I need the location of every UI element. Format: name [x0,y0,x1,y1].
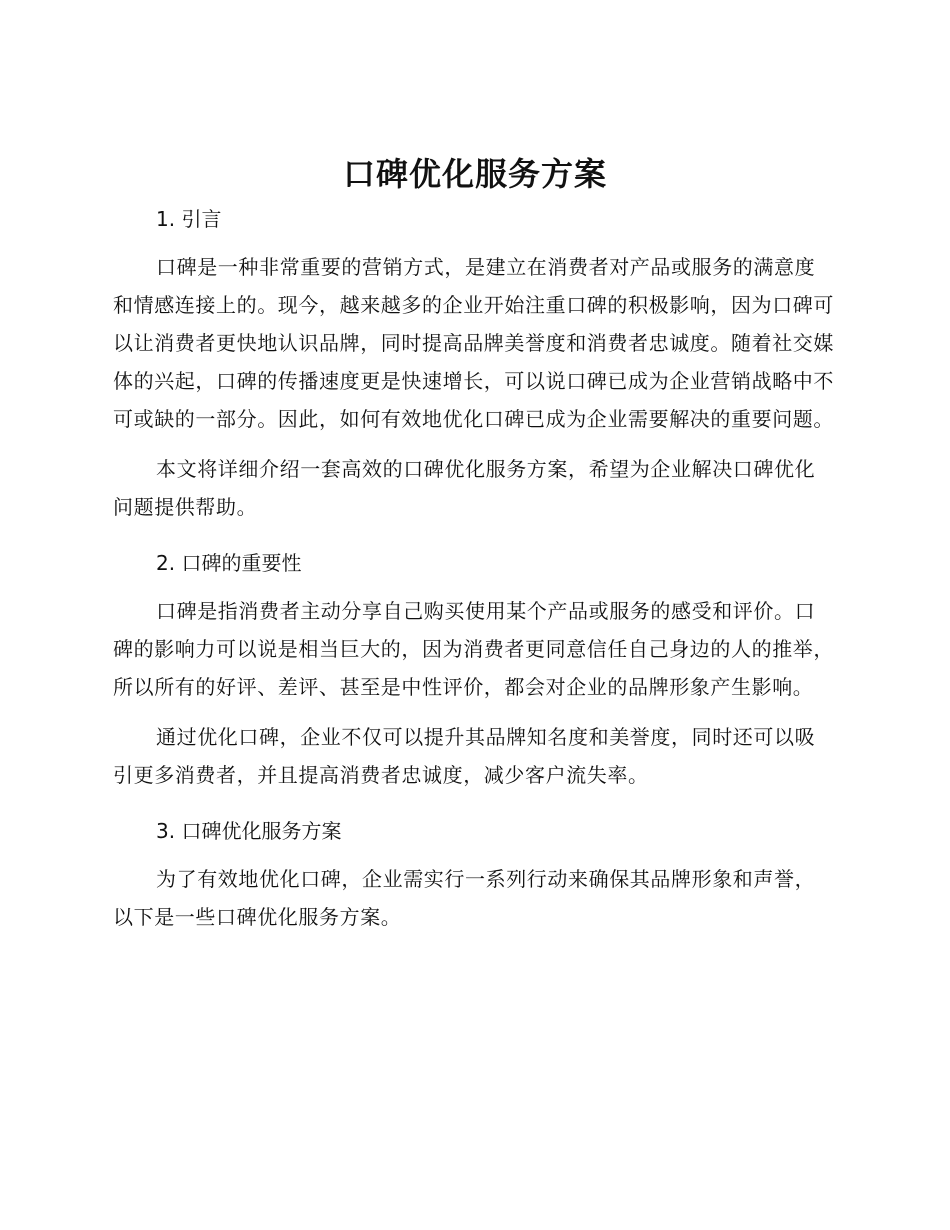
section-heading-service-plan: 3. 口碑优化服务方案 [156,819,342,843]
document-title: 口碑优化服务方案 [342,155,607,193]
section-heading-importance: 2. 口碑的重要性 [156,551,302,575]
section-2-paragraph-2: 通过优化口碑，企业不仅可以提升其品牌知名度和美誉度，同时还可以吸引更多消费者，并且提高消费者忠诚度，减少客户流失率。 [113,725,816,787]
section-heading-introduction: 1. 引言 [156,207,222,231]
section-2-paragraph-1: 口碑是指消费者主动分享自己购买使用某个产品或服务的感受和评价。口碑的影响力可以说是相当巨大的，因为消费者更同意信任自己身边的人的推举，所以所有的好评、差评、甚至是中性评价，都会对企业的品牌形象产生影响。 [113,599,834,699]
section-1-paragraph-2: 本文将详细介绍一套高效的口碑优化服务方案，希望为企业解决口碑优化问题提供帮助。 [113,457,816,519]
section-3-paragraph-1: 为了有效地优化口碑，企业需实行一系列行动来确保其品牌形象和声誉，以下是一些口碑优化服务方案。 [113,867,816,929]
section-1-paragraph-1: 口碑是一种非常重要的营销方式，是建立在消费者对产品或服务的满意度和情感连接上的。现今，越来越多的企业开始注重口碑的积极影响，因为口碑可以让消费者更快地认识品牌，同时提高品牌美誉度和消费者忠诚度。随着社交媒体的兴起，口碑的传播速度更是快速增长，可以说口碑已成为企业营销战略中不可或缺的一部分。因此，如何有效地优化口碑已成为企业需要解决的重要问题。 [113,255,834,431]
document-body [113,202,835,936]
